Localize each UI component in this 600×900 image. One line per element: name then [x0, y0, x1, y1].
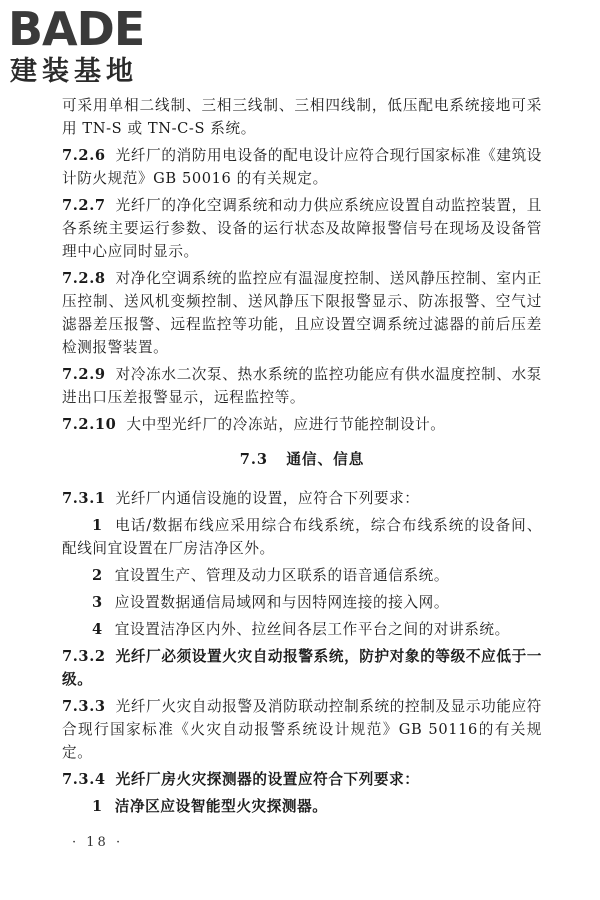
clause-text: 光纤厂房火灾探测器的设置应符合下列要求： — [115, 771, 420, 788]
clause-7-2-9 — [62, 363, 542, 409]
paragraph-text: 可采用单相二线制、三相三线制、三相四线制，低压配电系统接地可采用 TN-S 或 TN-C-S 系统。 — [62, 97, 542, 137]
clause-text: 光纤厂火灾自动报警及消防联动控制系统的控制及显示功能应符合现行国家标准《火灾自动报警系统设计规范》GB 50116的有关规定。 — [62, 698, 542, 761]
clause-text: 光纤厂必须设置火灾自动报警系统，防护对象的等级不应低于一级。 — [62, 648, 542, 688]
logo-latin-text: BADE — [8, 2, 145, 56]
paragraph-continuation — [62, 94, 542, 140]
clause-number: 7.2.8 — [62, 270, 106, 287]
clause-number: 7.3.3 — [62, 698, 106, 715]
section-number: 7.3 — [239, 451, 269, 468]
list-item-index: 1 — [92, 517, 103, 534]
page-number: · 18 · — [72, 835, 124, 850]
brand-logo — [8, 4, 178, 92]
clause-7-2-7 — [62, 194, 542, 263]
section-title: 通信、信息 — [286, 451, 365, 468]
list-item-index: 4 — [92, 621, 103, 638]
clause-7-2-8 — [62, 267, 542, 359]
clause-text: 对冷冻水二次泵、热水系统的监控功能应有供水温度控制、水泵进出口压差报警显示，远程监控等。 — [62, 366, 542, 406]
list-item — [62, 591, 542, 614]
list-item-text: 宜设置生产、管理及动力区联系的语音通信系统。 — [114, 567, 450, 584]
clause-text: 光纤厂的净化空调系统和动力供应系统应设置自动监控装置，且各系统主要运行参数、设备的运行状态及故障报警信号在现场及设备管理中心应同时显示。 — [62, 197, 542, 260]
clause-number: 7.3.2 — [62, 648, 106, 665]
section-heading — [62, 448, 542, 471]
clause-number: 7.3.4 — [62, 771, 106, 788]
logo-chinese-text: 建装基地 — [10, 56, 138, 87]
clause-number: 7.2.9 — [62, 366, 106, 383]
clause-text: 对净化空调系统的监控应有温湿度控制、送风静压控制、室内正压控制、送风机变频控制、送风静压下限报警显示、防冻报警、空气过滤器差压报警、远程监控等功能，且应设置空调系统过滤器的前后压差检测报警装置。 — [62, 270, 542, 356]
clause-7-3-2 — [62, 645, 542, 691]
list-item — [62, 618, 542, 641]
clause-text: 光纤厂内通信设施的设置，应符合下列要求： — [115, 490, 420, 507]
list-item — [62, 514, 542, 560]
clause-7-3-1 — [62, 487, 542, 510]
clause-7-3-3 — [62, 695, 542, 764]
list-item-text: 电话/数据布线应采用综合布线系统，综合布线系统的设备间、配线间宜设置在厂房洁净区外。 — [62, 517, 542, 557]
clause-7-3-4 — [62, 768, 542, 791]
clause-number: 7.3.1 — [62, 490, 106, 507]
list-item-index: 3 — [92, 594, 103, 611]
list-item — [62, 795, 542, 818]
list-item — [62, 564, 542, 587]
clause-text: 光纤厂的消防用电设备的配电设计应符合现行国家标准《建筑设计防火规范》GB 50016 的有关规定。 — [62, 147, 542, 187]
document-body — [62, 94, 542, 822]
list-item-text: 应设置数据通信局域网和与因特网连接的接入网。 — [114, 594, 450, 611]
clause-7-2-6 — [62, 144, 542, 190]
clause-number: 7.2.6 — [62, 147, 106, 164]
list-item-index: 1 — [92, 798, 103, 815]
clause-text: 大中型光纤厂的冷冻站，应进行节能控制设计。 — [126, 416, 446, 433]
list-item-text: 宜设置洁净区内外、拉丝间各层工作平台之间的对讲系统。 — [114, 621, 510, 638]
clause-number: 7.2.10 — [62, 416, 117, 433]
list-item-index: 2 — [92, 567, 103, 584]
clause-number: 7.2.7 — [62, 197, 106, 214]
clause-7-2-10 — [62, 413, 542, 436]
list-item-text: 洁净区应设智能型火灾探测器。 — [114, 798, 328, 815]
